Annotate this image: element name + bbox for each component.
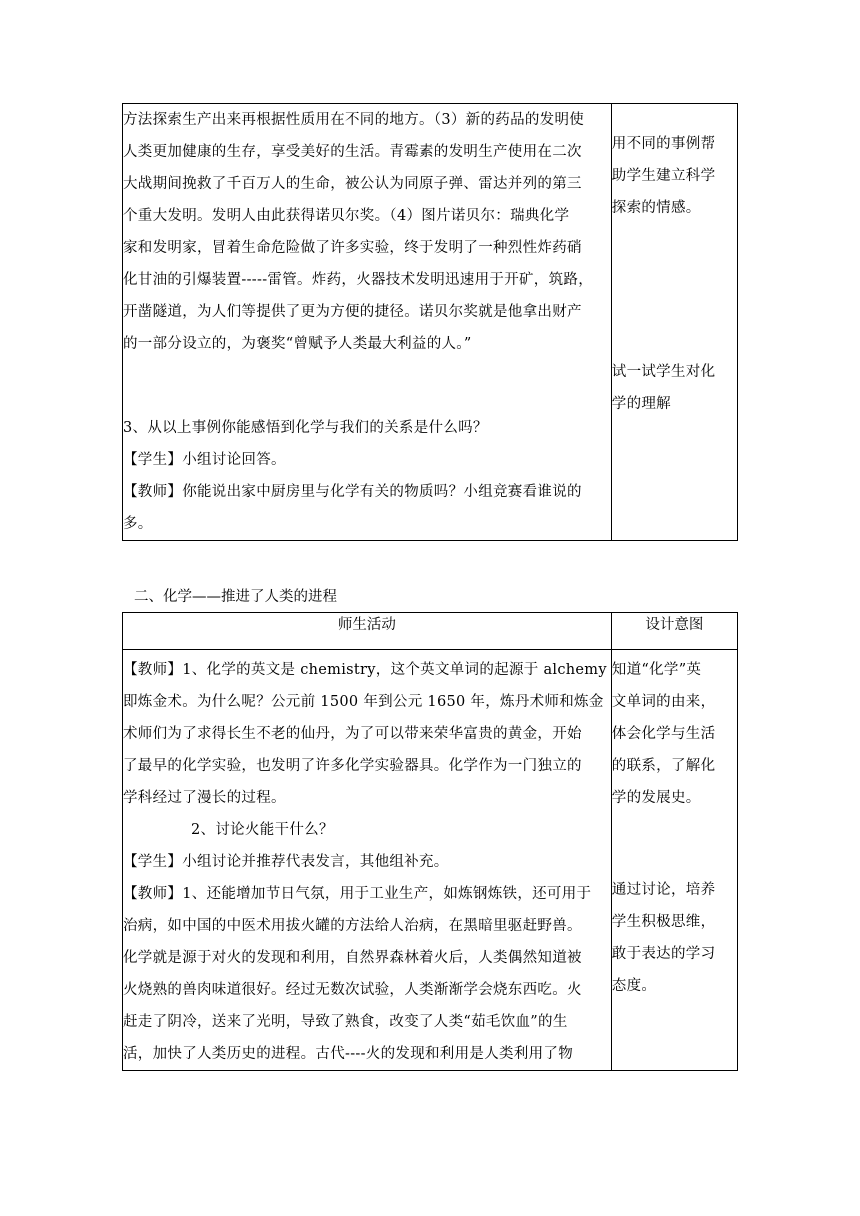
question-line: 3、从以上事例你能感悟到化学与我们的关系是什么吗？ — [123, 420, 488, 436]
text-line: 赶走了阴冷，送来了光明，导致了熟食，改变了人类“茹毛饮血”的生 — [123, 1014, 568, 1030]
teacher-student-activity-cell — [123, 104, 612, 541]
note-line: 知道“化学”英 — [611, 662, 702, 678]
column-header-intent: 设计意图 — [611, 613, 737, 650]
note-line: 用不同的事例帮 — [611, 136, 716, 152]
design-intent-cell — [611, 650, 737, 1071]
student-line: 【学生】小组讨论并推荐代表发言，其他组补充。 — [123, 854, 449, 870]
activity-text-block-a — [123, 654, 611, 814]
design-note-1 — [612, 128, 737, 224]
note-line: 文单词的由来， — [611, 694, 716, 710]
student-line: 【学生】小组讨论回答。 — [123, 452, 286, 468]
activity-text-block-b — [123, 412, 611, 540]
activity-text-block-a — [123, 104, 611, 360]
design-note-2 — [612, 356, 737, 420]
text-line: 即炼金术。为什么呢？公元前 1500 年到公元 1650 年，炼丹术师和炼金 — [123, 694, 604, 710]
text-line: 化甘油的引爆装置-----雷管。炸药，火器技术发明迅速用于开矿，筑路， — [123, 272, 593, 288]
text-line: 的一部分设立的，为褒奖“曾赋予人类最大利益的人。” — [123, 336, 472, 352]
teacher-student-activity-cell — [123, 650, 612, 1071]
text-line: 术师们为了求得长生不老的仙丹，为了可以带来荣华富贵的黄金，开始 — [123, 726, 582, 742]
lesson-table — [122, 612, 738, 1071]
text-line: 了最早的化学实验，也发明了许多化学实验器具。化学作为一门独立的 — [123, 758, 582, 774]
note-line: 体会化学与生活 — [611, 726, 716, 742]
text-line: 学科经过了漫长的过程。 — [123, 790, 286, 806]
design-intent-cell — [611, 104, 737, 541]
column-header-activity: 师生活动 — [123, 613, 612, 650]
table-header-row — [123, 613, 738, 650]
note-line: 学的理解 — [611, 396, 671, 412]
note-line: 学的发展史。 — [611, 790, 701, 806]
text-line: 火烧熟的兽肉味道很好。经过无数次试验，人类渐渐学会烧东西吃。火 — [123, 982, 582, 998]
text-line: 人类更加健康的生存，享受美好的生活。青霉素的发明生产使用在二次 — [123, 144, 582, 160]
note-line: 态度。 — [611, 978, 657, 994]
activity-text-block-b — [123, 846, 611, 1070]
note-line: 助学生建立科学 — [611, 168, 716, 184]
note-line: 的联系，了解化 — [611, 758, 716, 774]
text-line: 【教师】1、化学的英文是 chemistry，这个英文单词的起源于 alchemy — [123, 662, 607, 678]
note-line: 敢于表达的学习 — [611, 946, 716, 962]
text-line: 活，加快了人类历史的进程。古代----火的发现和利用是人类利用了物 — [123, 1046, 573, 1062]
note-line: 通过讨论，培养 — [611, 882, 716, 898]
text-line: 大战期间挽救了千百万人的生命，被公认为同原子弹、雷达并列的第三 — [123, 176, 582, 192]
text-line: 家和发明家，冒着生命危险做了许多实验，终于发明了一种烈性炸药硝 — [123, 240, 582, 256]
note-line: 探索的情感。 — [611, 200, 701, 216]
text-line: 个重大发明。发明人由此获得诺贝尔奖。（4）图片诺贝尔：瑞典化学 — [123, 208, 570, 224]
note-line: 学生积极思维， — [611, 914, 716, 930]
table-row — [123, 104, 738, 541]
note-line: 试一试学生对化 — [611, 364, 716, 380]
text-line: 治病，如中国的中医术用拔火罐的方法给人治病，在黑暗里驱赶野兽。 — [123, 918, 582, 934]
text-line: 开凿隧道，为人们等提供了更为方便的捷径。诺贝尔奖就是他拿出财产 — [123, 304, 582, 320]
teacher-line: 【教师】1、还能增加节日气氛，用于工业生产，如炼钢炼铁，还可用于 — [123, 886, 592, 902]
text-line: 化学就是源于对火的发现和利用，自然界森林着火后，人类偶然知道被 — [123, 950, 582, 966]
discussion-question: 2、讨论火能干什么？ — [191, 822, 334, 838]
design-note-2 — [612, 874, 737, 1002]
teacher-line: 多。 — [123, 516, 153, 532]
table-row — [123, 650, 738, 1071]
text-line: 方法探索生产出来再根据性质用在不同的地方。（3）新的药品的发明使 — [123, 112, 585, 128]
section-title: 二、化学——推进了人类的进程 — [134, 589, 337, 605]
lesson-table-continued — [122, 103, 738, 541]
design-note-1 — [612, 654, 737, 814]
teacher-line: 【教师】你能说出家中厨房里与化学有关的物质吗？小组竞赛看谁说的 — [123, 484, 582, 500]
